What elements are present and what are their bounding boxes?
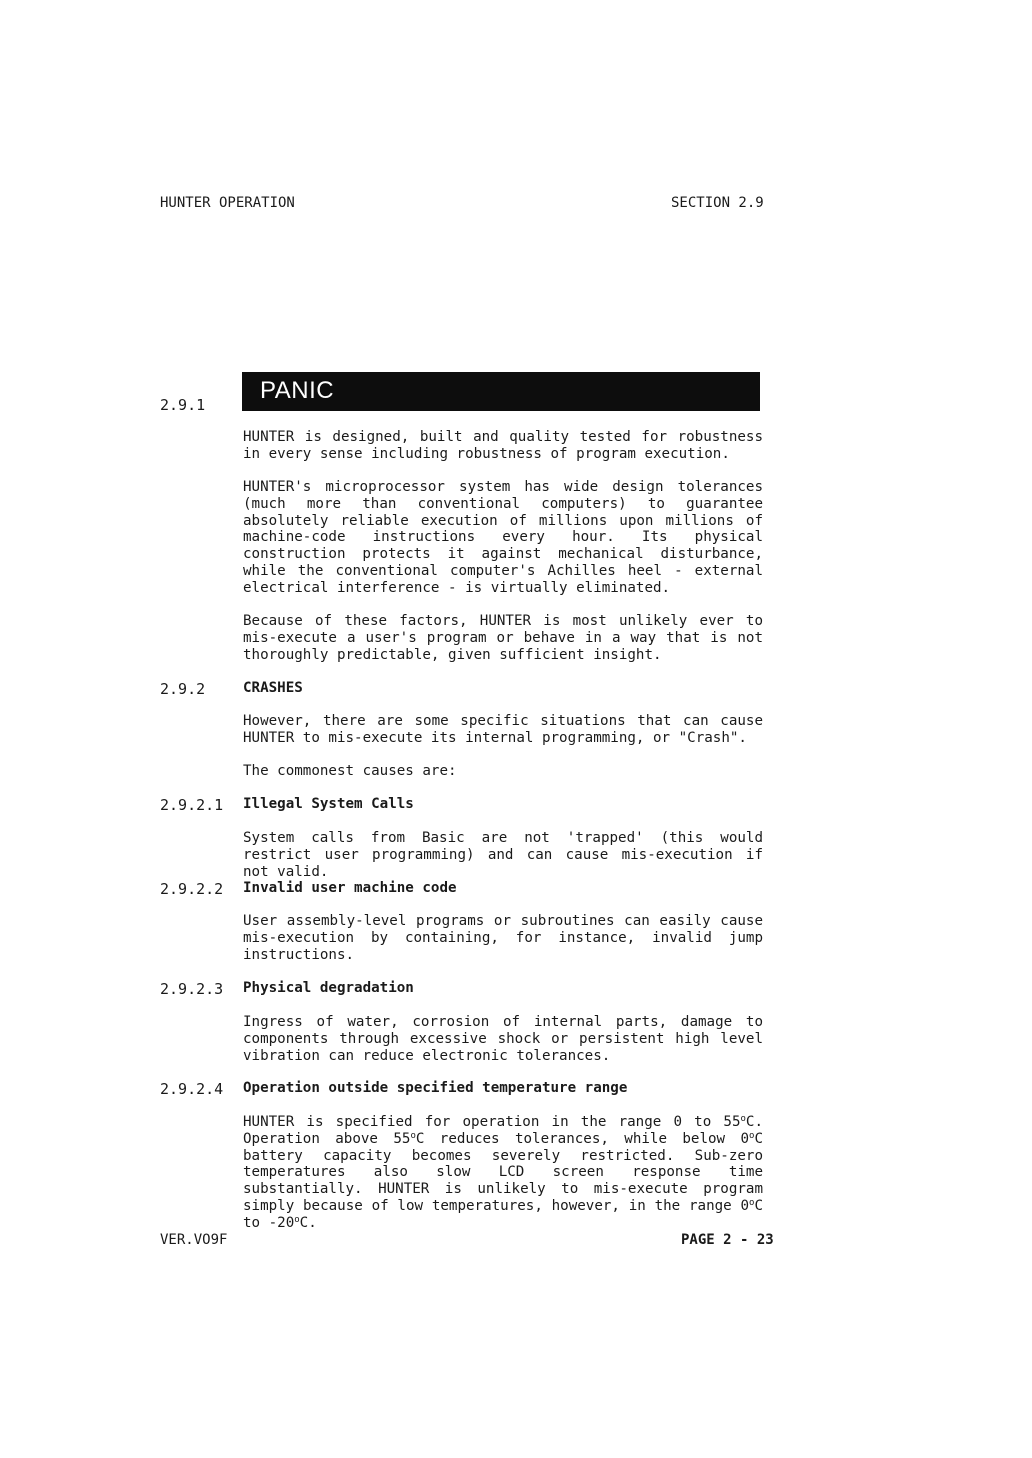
section-number-2-9-2-3: 2.9.2.3 bbox=[160, 980, 224, 998]
temp-text-d: C battery capacity becomes severely restricted. Sub-zero temperatures also slow LCD screen response time substantially. HUNTER is unlikely to mis-execute program simply because of low temperatures, however, in the range 0 bbox=[243, 1130, 763, 1214]
section-banner-panic bbox=[242, 372, 760, 411]
temp-text-a: HUNTER is specified for operation in the range 0 to 55 bbox=[243, 1114, 741, 1130]
paragraph-physical-degradation: Ingress of water, corrosion of internal parts, damage to components through excessive shock or persistent high level vibration can reduce electronic tolerances. bbox=[243, 1014, 763, 1064]
paragraph-crashes-2: The commonest causes are: bbox=[243, 763, 457, 779]
section-title-illegal-system-calls: Illegal System Calls bbox=[243, 796, 414, 812]
paragraph-panic-3: Because of these factors, HUNTER is most unlikely ever to mis-execute a user's program or behave in a way that is not thoroughly predictable, given sufficient insight. bbox=[243, 613, 763, 663]
degree-mark: o bbox=[294, 1214, 300, 1225]
paragraph-panic-1: HUNTER is designed, built and quality tested for robustness in every sense including robustness of program execution. bbox=[243, 429, 763, 462]
paragraph-invalid-machine-code: User assembly-level programs or subroutines can easily cause mis-execution by containing, for instance, invalid jump instructions. bbox=[243, 913, 763, 963]
section-number-2-9-1: 2.9.1 bbox=[160, 396, 206, 414]
degree-mark: o bbox=[749, 1197, 755, 1208]
paragraph-illegal-system-calls: System calls from Basic are not 'trapped' (this would restrict user programming) and can cause mis-execution if not valid. bbox=[243, 830, 763, 880]
section-title-panic: PANIC bbox=[260, 377, 335, 404]
degree-mark: o bbox=[740, 1114, 746, 1124]
header-left: HUNTER OPERATION bbox=[160, 195, 295, 211]
footer-page-number: PAGE 2 - 23 bbox=[681, 1232, 774, 1248]
section-number-2-9-2-1: 2.9.2.1 bbox=[160, 796, 224, 814]
header-right: SECTION 2.9 bbox=[671, 195, 764, 211]
paragraph-crashes-1: However, there are some specific situations that can cause HUNTER to mis-execute its internal programming, or "Crash". bbox=[243, 713, 763, 746]
section-title-invalid-machine-code: Invalid user machine code bbox=[243, 880, 457, 896]
section-number-2-9-2: 2.9.2 bbox=[160, 680, 206, 698]
section-title-temperature-range: Operation outside specified temperature range bbox=[243, 1080, 628, 1096]
paragraph-panic-2: HUNTER's microprocessor system has wide design tolerances (much more than conventional computers) to guarantee absolutely reliable execution of millions upon millions of machine-code instructions every hour. Its physical construction protects it against mechanical disturbance, while the conventional computer's Achilles heel - external electrical interference - is virtually eliminated. bbox=[243, 479, 763, 596]
footer-version: VER.VO9F bbox=[160, 1232, 228, 1248]
section-number-2-9-2-4: 2.9.2.4 bbox=[160, 1080, 224, 1098]
degree-mark: o bbox=[749, 1130, 755, 1141]
degree-mark: o bbox=[410, 1130, 416, 1141]
temp-text-c: C reduces tolerances, while below 0 bbox=[415, 1130, 750, 1147]
section-title-crashes: CRASHES bbox=[243, 680, 303, 696]
section-number-2-9-2-2: 2.9.2.2 bbox=[160, 880, 224, 898]
temp-text-b: C. Operation above 55 bbox=[243, 1114, 763, 1147]
paragraph-temperature-range bbox=[243, 1114, 763, 1232]
temp-text-f: C. bbox=[299, 1214, 317, 1231]
temp-text-e: C to -20 bbox=[243, 1197, 763, 1231]
section-title-physical-degradation: Physical degradation bbox=[243, 980, 414, 996]
